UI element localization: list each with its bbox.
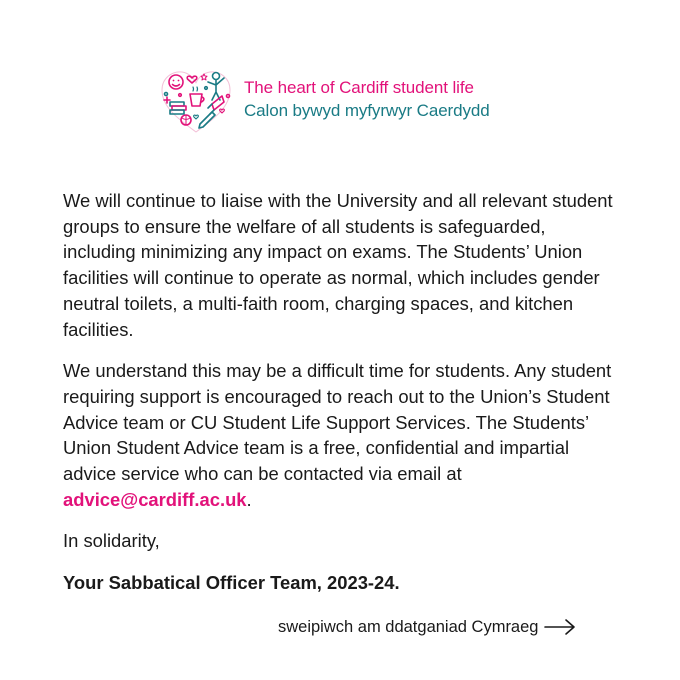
tagline-english: The heart of Cardiff student life — [244, 78, 474, 97]
team-signature: Your Sabbatical Officer Team, 2023-24. — [63, 572, 400, 594]
paragraph-support-text: We understand this may be a difficult time for students. Any student requiring support is encouraged to reach out to the Union’s Student Advice team or CU Student Life Support Services. The Students’ Union Student Advice team is a free, confidential and impartial advice service who can be contacted via email at — [63, 360, 612, 485]
statement-body — [63, 188, 623, 596]
paragraph-support-end: . — [246, 488, 252, 510]
right-arrow-icon — [544, 618, 576, 636]
paragraph-support — [63, 358, 623, 512]
advice-email-link[interactable]: advice@cardiff.ac.uk — [63, 488, 247, 510]
tagline-welsh: Calon bywyd myfyrwyr Caerdydd — [244, 101, 490, 120]
header — [156, 66, 536, 136]
signoff: In solidarity, — [63, 530, 160, 552]
paragraph-welfare: We will continue to liaise with the University and all relevant student groups to ensure the welfare of all students is safeguarded, including minimizing any impact on exams. The Students’ Union facilities will continue to operate as normal, which includes gender neutral toilets, a multi-faith room, charging spaces, and kitchen facilities. — [63, 190, 613, 340]
swipe-prompt[interactable] — [278, 614, 576, 640]
swipe-prompt-label: sweipiwch am ddatganiad Cymraeg — [278, 617, 539, 636]
heart-collage-logo-icon — [156, 66, 236, 136]
